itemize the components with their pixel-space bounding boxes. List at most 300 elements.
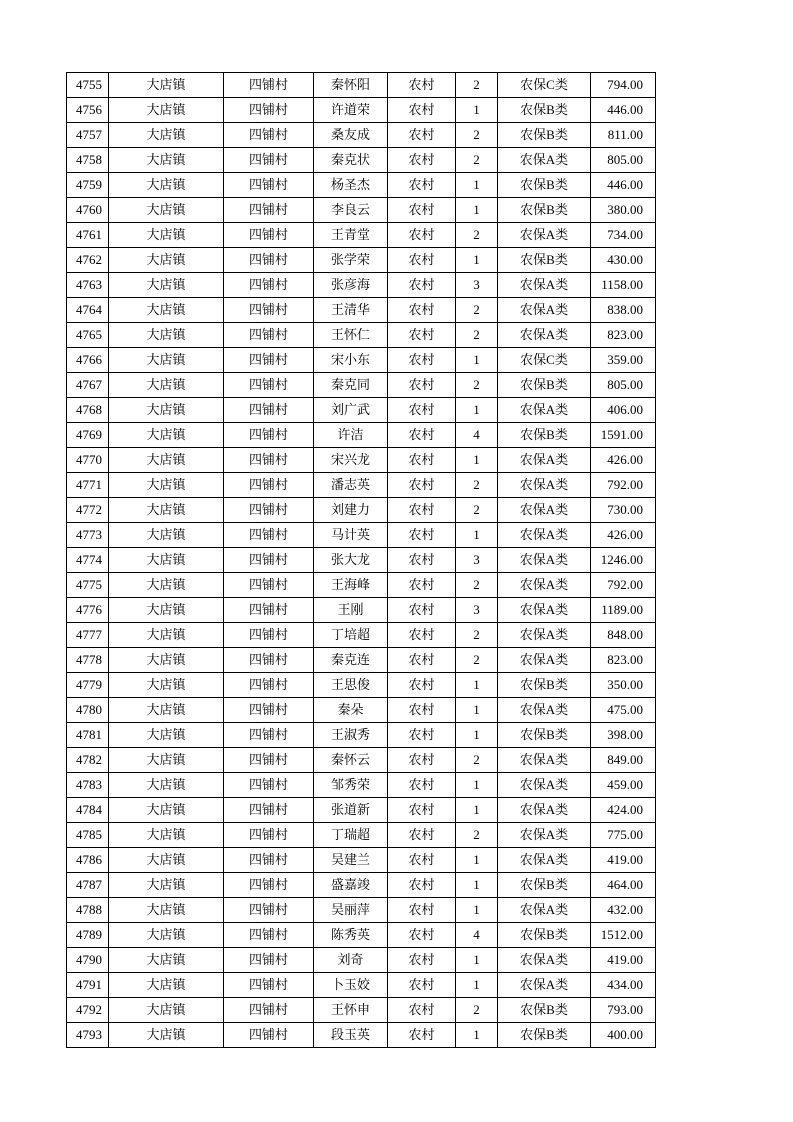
cell-category: 农保B类 bbox=[498, 123, 591, 148]
table-row bbox=[67, 448, 656, 473]
table-row bbox=[67, 573, 656, 598]
cell-amount: 1591.00 bbox=[591, 423, 656, 448]
cell-type: 农村 bbox=[388, 1023, 456, 1048]
table-row bbox=[67, 298, 656, 323]
table-body bbox=[67, 73, 656, 1048]
cell-town: 大店镇 bbox=[109, 848, 224, 873]
cell-id: 4781 bbox=[67, 723, 109, 748]
cell-category: 农保A类 bbox=[498, 748, 591, 773]
cell-count: 2 bbox=[456, 498, 498, 523]
cell-category: 农保A类 bbox=[498, 823, 591, 848]
cell-amount: 805.00 bbox=[591, 148, 656, 173]
table-row bbox=[67, 673, 656, 698]
cell-id: 4780 bbox=[67, 698, 109, 723]
cell-name: 刘奇 bbox=[314, 948, 388, 973]
cell-village: 四铺村 bbox=[224, 523, 314, 548]
cell-town: 大店镇 bbox=[109, 373, 224, 398]
cell-id: 4784 bbox=[67, 798, 109, 823]
cell-amount: 775.00 bbox=[591, 823, 656, 848]
cell-name: 张彦海 bbox=[314, 273, 388, 298]
table-row bbox=[67, 323, 656, 348]
cell-amount: 464.00 bbox=[591, 873, 656, 898]
cell-amount: 848.00 bbox=[591, 623, 656, 648]
table-row bbox=[67, 873, 656, 898]
cell-id: 4773 bbox=[67, 523, 109, 548]
cell-type: 农村 bbox=[388, 398, 456, 423]
cell-village: 四铺村 bbox=[224, 1023, 314, 1048]
cell-type: 农村 bbox=[388, 723, 456, 748]
cell-count: 2 bbox=[456, 998, 498, 1023]
cell-category: 农保A类 bbox=[498, 623, 591, 648]
cell-name: 秦克状 bbox=[314, 148, 388, 173]
table-row bbox=[67, 373, 656, 398]
cell-village: 四铺村 bbox=[224, 573, 314, 598]
cell-name: 宋兴龙 bbox=[314, 448, 388, 473]
cell-count: 1 bbox=[456, 798, 498, 823]
cell-name: 秦朵 bbox=[314, 698, 388, 723]
cell-category: 农保A类 bbox=[498, 523, 591, 548]
cell-town: 大店镇 bbox=[109, 648, 224, 673]
cell-count: 1 bbox=[456, 773, 498, 798]
cell-town: 大店镇 bbox=[109, 523, 224, 548]
cell-count: 2 bbox=[456, 823, 498, 848]
cell-name: 宋小东 bbox=[314, 348, 388, 373]
table-row bbox=[67, 898, 656, 923]
cell-id: 4785 bbox=[67, 823, 109, 848]
cell-id: 4779 bbox=[67, 673, 109, 698]
cell-amount: 446.00 bbox=[591, 173, 656, 198]
cell-id: 4763 bbox=[67, 273, 109, 298]
cell-town: 大店镇 bbox=[109, 248, 224, 273]
cell-amount: 430.00 bbox=[591, 248, 656, 273]
cell-name: 陈秀英 bbox=[314, 923, 388, 948]
cell-town: 大店镇 bbox=[109, 598, 224, 623]
table-row bbox=[67, 548, 656, 573]
cell-village: 四铺村 bbox=[224, 73, 314, 98]
cell-count: 1 bbox=[456, 173, 498, 198]
cell-category: 农保B类 bbox=[498, 423, 591, 448]
cell-town: 大店镇 bbox=[109, 398, 224, 423]
cell-name: 盛嘉竣 bbox=[314, 873, 388, 898]
cell-id: 4761 bbox=[67, 223, 109, 248]
cell-type: 农村 bbox=[388, 873, 456, 898]
cell-name: 秦克连 bbox=[314, 648, 388, 673]
table-row bbox=[67, 223, 656, 248]
cell-amount: 849.00 bbox=[591, 748, 656, 773]
cell-amount: 794.00 bbox=[591, 73, 656, 98]
cell-type: 农村 bbox=[388, 898, 456, 923]
cell-town: 大店镇 bbox=[109, 748, 224, 773]
cell-town: 大店镇 bbox=[109, 973, 224, 998]
cell-name: 马计英 bbox=[314, 523, 388, 548]
cell-type: 农村 bbox=[388, 373, 456, 398]
cell-category: 农保B类 bbox=[498, 923, 591, 948]
cell-name: 王怀仁 bbox=[314, 323, 388, 348]
cell-amount: 400.00 bbox=[591, 1023, 656, 1048]
cell-village: 四铺村 bbox=[224, 223, 314, 248]
cell-village: 四铺村 bbox=[224, 623, 314, 648]
cell-category: 农保B类 bbox=[498, 373, 591, 398]
cell-type: 农村 bbox=[388, 248, 456, 273]
cell-type: 农村 bbox=[388, 998, 456, 1023]
cell-village: 四铺村 bbox=[224, 548, 314, 573]
cell-count: 2 bbox=[456, 648, 498, 673]
cell-amount: 398.00 bbox=[591, 723, 656, 748]
cell-category: 农保B类 bbox=[498, 1023, 591, 1048]
cell-type: 农村 bbox=[388, 773, 456, 798]
cell-town: 大店镇 bbox=[109, 273, 224, 298]
table-row bbox=[67, 123, 656, 148]
cell-type: 农村 bbox=[388, 198, 456, 223]
cell-village: 四铺村 bbox=[224, 173, 314, 198]
cell-village: 四铺村 bbox=[224, 923, 314, 948]
table-row bbox=[67, 973, 656, 998]
cell-id: 4768 bbox=[67, 398, 109, 423]
cell-id: 4776 bbox=[67, 598, 109, 623]
cell-count: 3 bbox=[456, 273, 498, 298]
cell-town: 大店镇 bbox=[109, 1023, 224, 1048]
cell-village: 四铺村 bbox=[224, 373, 314, 398]
cell-village: 四铺村 bbox=[224, 698, 314, 723]
table-row bbox=[67, 848, 656, 873]
cell-amount: 805.00 bbox=[591, 373, 656, 398]
cell-count: 2 bbox=[456, 623, 498, 648]
cell-count: 1 bbox=[456, 198, 498, 223]
cell-amount: 1246.00 bbox=[591, 548, 656, 573]
cell-town: 大店镇 bbox=[109, 198, 224, 223]
cell-amount: 424.00 bbox=[591, 798, 656, 823]
cell-amount: 811.00 bbox=[591, 123, 656, 148]
cell-count: 1 bbox=[456, 248, 498, 273]
cell-amount: 823.00 bbox=[591, 648, 656, 673]
cell-village: 四铺村 bbox=[224, 973, 314, 998]
cell-type: 农村 bbox=[388, 798, 456, 823]
cell-village: 四铺村 bbox=[224, 748, 314, 773]
table-row bbox=[67, 498, 656, 523]
cell-id: 4791 bbox=[67, 973, 109, 998]
cell-count: 1 bbox=[456, 448, 498, 473]
cell-name: 王海峰 bbox=[314, 573, 388, 598]
table-row bbox=[67, 598, 656, 623]
cell-type: 农村 bbox=[388, 923, 456, 948]
cell-type: 农村 bbox=[388, 673, 456, 698]
cell-category: 农保B类 bbox=[498, 198, 591, 223]
table-row bbox=[67, 523, 656, 548]
table-row bbox=[67, 198, 656, 223]
cell-type: 农村 bbox=[388, 223, 456, 248]
cell-town: 大店镇 bbox=[109, 323, 224, 348]
table-row bbox=[67, 1023, 656, 1048]
cell-village: 四铺村 bbox=[224, 398, 314, 423]
cell-village: 四铺村 bbox=[224, 448, 314, 473]
cell-name: 杨圣杰 bbox=[314, 173, 388, 198]
cell-name: 王思俊 bbox=[314, 673, 388, 698]
cell-name: 张大龙 bbox=[314, 548, 388, 573]
cell-type: 农村 bbox=[388, 748, 456, 773]
cell-count: 1 bbox=[456, 98, 498, 123]
cell-type: 农村 bbox=[388, 148, 456, 173]
cell-name: 刘广武 bbox=[314, 398, 388, 423]
table-row bbox=[67, 148, 656, 173]
cell-town: 大店镇 bbox=[109, 673, 224, 698]
cell-village: 四铺村 bbox=[224, 873, 314, 898]
table-row bbox=[67, 473, 656, 498]
cell-village: 四铺村 bbox=[224, 723, 314, 748]
cell-count: 2 bbox=[456, 323, 498, 348]
cell-name: 秦怀云 bbox=[314, 748, 388, 773]
cell-amount: 730.00 bbox=[591, 498, 656, 523]
cell-village: 四铺村 bbox=[224, 823, 314, 848]
cell-town: 大店镇 bbox=[109, 348, 224, 373]
cell-amount: 823.00 bbox=[591, 323, 656, 348]
cell-category: 农保A类 bbox=[498, 223, 591, 248]
cell-village: 四铺村 bbox=[224, 98, 314, 123]
cell-village: 四铺村 bbox=[224, 598, 314, 623]
cell-category: 农保A类 bbox=[498, 973, 591, 998]
cell-name: 张道新 bbox=[314, 798, 388, 823]
cell-type: 农村 bbox=[388, 848, 456, 873]
cell-name: 李良云 bbox=[314, 198, 388, 223]
cell-count: 2 bbox=[456, 573, 498, 598]
cell-town: 大店镇 bbox=[109, 223, 224, 248]
cell-count: 2 bbox=[456, 148, 498, 173]
table-row bbox=[67, 798, 656, 823]
cell-count: 1 bbox=[456, 698, 498, 723]
cell-amount: 792.00 bbox=[591, 473, 656, 498]
table-row bbox=[67, 648, 656, 673]
cell-village: 四铺村 bbox=[224, 998, 314, 1023]
cell-count: 1 bbox=[456, 973, 498, 998]
cell-count: 2 bbox=[456, 473, 498, 498]
cell-type: 农村 bbox=[388, 598, 456, 623]
table-row bbox=[67, 773, 656, 798]
data-table bbox=[66, 72, 656, 1048]
cell-type: 农村 bbox=[388, 448, 456, 473]
cell-id: 4758 bbox=[67, 148, 109, 173]
cell-type: 农村 bbox=[388, 298, 456, 323]
cell-category: 农保A类 bbox=[498, 598, 591, 623]
cell-id: 4760 bbox=[67, 198, 109, 223]
cell-amount: 419.00 bbox=[591, 848, 656, 873]
cell-name: 张学荣 bbox=[314, 248, 388, 273]
cell-amount: 459.00 bbox=[591, 773, 656, 798]
table-row bbox=[67, 73, 656, 98]
cell-count: 4 bbox=[456, 923, 498, 948]
cell-type: 农村 bbox=[388, 473, 456, 498]
table-row bbox=[67, 348, 656, 373]
cell-village: 四铺村 bbox=[224, 773, 314, 798]
cell-name: 秦克同 bbox=[314, 373, 388, 398]
cell-category: 农保A类 bbox=[498, 573, 591, 598]
cell-id: 4789 bbox=[67, 923, 109, 948]
cell-amount: 380.00 bbox=[591, 198, 656, 223]
cell-count: 4 bbox=[456, 423, 498, 448]
cell-amount: 475.00 bbox=[591, 698, 656, 723]
cell-type: 农村 bbox=[388, 523, 456, 548]
cell-village: 四铺村 bbox=[224, 498, 314, 523]
cell-name: 王淑秀 bbox=[314, 723, 388, 748]
cell-amount: 426.00 bbox=[591, 448, 656, 473]
cell-name: 许洁 bbox=[314, 423, 388, 448]
table-row bbox=[67, 173, 656, 198]
cell-count: 2 bbox=[456, 748, 498, 773]
cell-id: 4793 bbox=[67, 1023, 109, 1048]
cell-category: 农保A类 bbox=[498, 798, 591, 823]
cell-count: 1 bbox=[456, 873, 498, 898]
cell-amount: 434.00 bbox=[591, 973, 656, 998]
cell-town: 大店镇 bbox=[109, 898, 224, 923]
cell-id: 4755 bbox=[67, 73, 109, 98]
cell-name: 段玉英 bbox=[314, 1023, 388, 1048]
cell-amount: 432.00 bbox=[591, 898, 656, 923]
cell-village: 四铺村 bbox=[224, 298, 314, 323]
cell-id: 4756 bbox=[67, 98, 109, 123]
table-row bbox=[67, 248, 656, 273]
cell-amount: 419.00 bbox=[591, 948, 656, 973]
cell-name: 丁培超 bbox=[314, 623, 388, 648]
cell-id: 4788 bbox=[67, 898, 109, 923]
cell-type: 农村 bbox=[388, 623, 456, 648]
cell-town: 大店镇 bbox=[109, 173, 224, 198]
cell-category: 农保A类 bbox=[498, 448, 591, 473]
cell-category: 农保A类 bbox=[498, 773, 591, 798]
cell-village: 四铺村 bbox=[224, 673, 314, 698]
table-row bbox=[67, 748, 656, 773]
cell-village: 四铺村 bbox=[224, 348, 314, 373]
cell-id: 4774 bbox=[67, 548, 109, 573]
cell-count: 1 bbox=[456, 398, 498, 423]
cell-town: 大店镇 bbox=[109, 948, 224, 973]
cell-town: 大店镇 bbox=[109, 798, 224, 823]
cell-count: 1 bbox=[456, 673, 498, 698]
cell-village: 四铺村 bbox=[224, 898, 314, 923]
cell-type: 农村 bbox=[388, 348, 456, 373]
cell-category: 农保A类 bbox=[498, 948, 591, 973]
cell-id: 4775 bbox=[67, 573, 109, 598]
cell-type: 农村 bbox=[388, 698, 456, 723]
cell-id: 4790 bbox=[67, 948, 109, 973]
cell-type: 农村 bbox=[388, 73, 456, 98]
cell-category: 农保A类 bbox=[498, 898, 591, 923]
cell-category: 农保B类 bbox=[498, 998, 591, 1023]
cell-count: 1 bbox=[456, 948, 498, 973]
cell-name: 王清华 bbox=[314, 298, 388, 323]
cell-id: 4767 bbox=[67, 373, 109, 398]
cell-category: 农保B类 bbox=[498, 248, 591, 273]
cell-name: 王刚 bbox=[314, 598, 388, 623]
cell-village: 四铺村 bbox=[224, 123, 314, 148]
table-row bbox=[67, 948, 656, 973]
cell-name: 刘建力 bbox=[314, 498, 388, 523]
cell-name: 秦怀阳 bbox=[314, 73, 388, 98]
cell-town: 大店镇 bbox=[109, 423, 224, 448]
cell-village: 四铺村 bbox=[224, 798, 314, 823]
cell-id: 4769 bbox=[67, 423, 109, 448]
cell-id: 4782 bbox=[67, 748, 109, 773]
cell-id: 4764 bbox=[67, 298, 109, 323]
cell-type: 农村 bbox=[388, 423, 456, 448]
cell-id: 4792 bbox=[67, 998, 109, 1023]
cell-id: 4762 bbox=[67, 248, 109, 273]
cell-type: 农村 bbox=[388, 648, 456, 673]
cell-category: 农保A类 bbox=[498, 298, 591, 323]
table-row bbox=[67, 273, 656, 298]
cell-village: 四铺村 bbox=[224, 648, 314, 673]
cell-village: 四铺村 bbox=[224, 948, 314, 973]
table-row bbox=[67, 698, 656, 723]
cell-count: 2 bbox=[456, 298, 498, 323]
cell-type: 农村 bbox=[388, 973, 456, 998]
cell-town: 大店镇 bbox=[109, 698, 224, 723]
cell-town: 大店镇 bbox=[109, 573, 224, 598]
table-row bbox=[67, 398, 656, 423]
cell-name: 邹秀荣 bbox=[314, 773, 388, 798]
cell-count: 2 bbox=[456, 223, 498, 248]
cell-count: 1 bbox=[456, 1023, 498, 1048]
cell-amount: 359.00 bbox=[591, 348, 656, 373]
cell-count: 2 bbox=[456, 73, 498, 98]
cell-count: 2 bbox=[456, 373, 498, 398]
cell-village: 四铺村 bbox=[224, 423, 314, 448]
cell-amount: 406.00 bbox=[591, 398, 656, 423]
cell-town: 大店镇 bbox=[109, 873, 224, 898]
cell-amount: 350.00 bbox=[591, 673, 656, 698]
table-row bbox=[67, 723, 656, 748]
cell-town: 大店镇 bbox=[109, 923, 224, 948]
cell-count: 1 bbox=[456, 523, 498, 548]
cell-type: 农村 bbox=[388, 123, 456, 148]
cell-category: 农保B类 bbox=[498, 173, 591, 198]
cell-type: 农村 bbox=[388, 273, 456, 298]
table-row bbox=[67, 98, 656, 123]
cell-category: 农保A类 bbox=[498, 548, 591, 573]
cell-id: 4765 bbox=[67, 323, 109, 348]
cell-town: 大店镇 bbox=[109, 623, 224, 648]
cell-count: 3 bbox=[456, 548, 498, 573]
cell-town: 大店镇 bbox=[109, 823, 224, 848]
cell-type: 农村 bbox=[388, 98, 456, 123]
cell-category: 农保C类 bbox=[498, 73, 591, 98]
cell-village: 四铺村 bbox=[224, 248, 314, 273]
cell-id: 4777 bbox=[67, 623, 109, 648]
cell-type: 农村 bbox=[388, 948, 456, 973]
cell-town: 大店镇 bbox=[109, 473, 224, 498]
cell-category: 农保A类 bbox=[498, 273, 591, 298]
cell-amount: 793.00 bbox=[591, 998, 656, 1023]
cell-id: 4771 bbox=[67, 473, 109, 498]
cell-category: 农保A类 bbox=[498, 648, 591, 673]
cell-name: 许道荣 bbox=[314, 98, 388, 123]
cell-name: 丁瑞超 bbox=[314, 823, 388, 848]
cell-town: 大店镇 bbox=[109, 773, 224, 798]
cell-type: 农村 bbox=[388, 823, 456, 848]
cell-town: 大店镇 bbox=[109, 998, 224, 1023]
cell-town: 大店镇 bbox=[109, 498, 224, 523]
cell-id: 4778 bbox=[67, 648, 109, 673]
cell-id: 4786 bbox=[67, 848, 109, 873]
cell-category: 农保B类 bbox=[498, 873, 591, 898]
cell-village: 四铺村 bbox=[224, 473, 314, 498]
cell-name: 吴丽萍 bbox=[314, 898, 388, 923]
cell-type: 农村 bbox=[388, 498, 456, 523]
cell-count: 1 bbox=[456, 898, 498, 923]
cell-amount: 446.00 bbox=[591, 98, 656, 123]
cell-name: 卜玉姣 bbox=[314, 973, 388, 998]
cell-category: 农保B类 bbox=[498, 98, 591, 123]
cell-count: 3 bbox=[456, 598, 498, 623]
cell-count: 1 bbox=[456, 848, 498, 873]
cell-category: 农保A类 bbox=[498, 698, 591, 723]
